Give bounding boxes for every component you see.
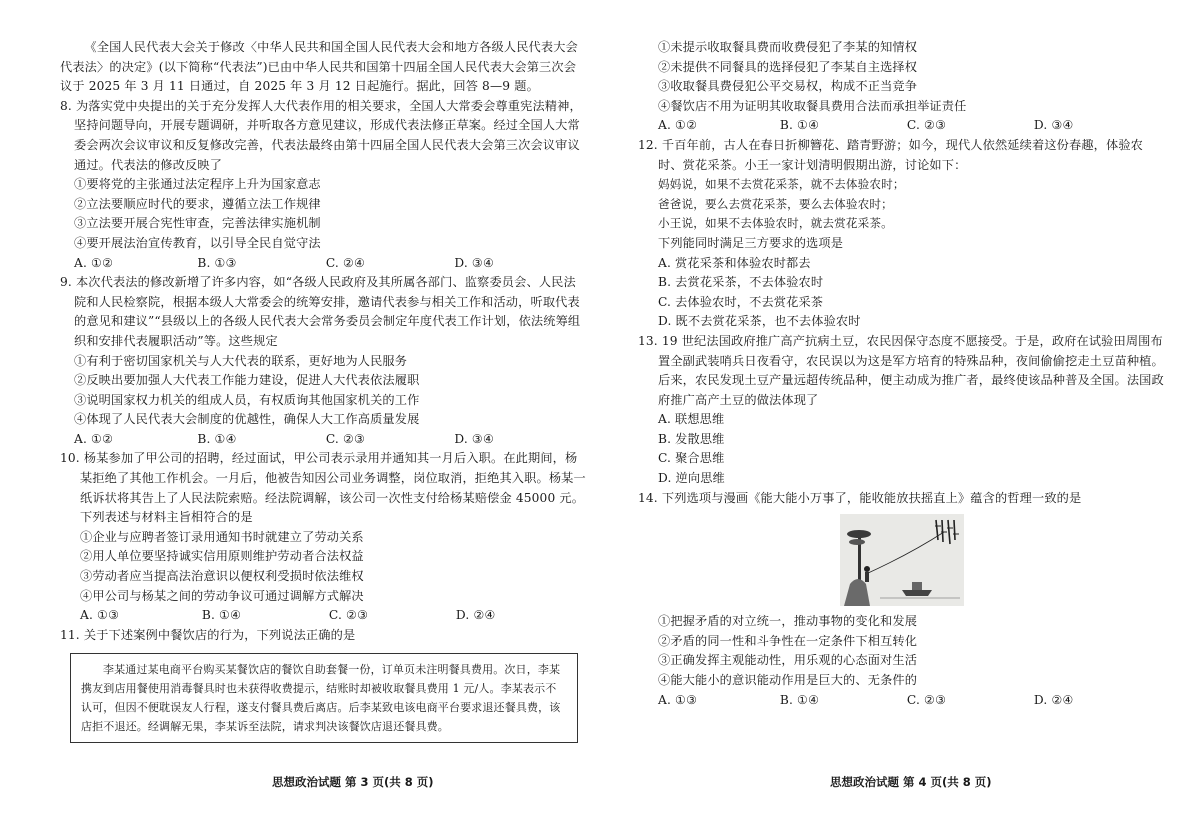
option-d: D. ③④ [454,255,495,270]
option-c: C. 去体验农时，不去赏花采茶 [658,294,824,309]
question-9-item: ③说明国家权力机关的组成人员，有权质询其他国家机关的工作 [74,392,420,407]
question-8-item: ②立法要顺应时代的要求，遵循立法工作规律 [74,196,321,211]
cartoon-image [840,514,964,606]
question-8-item: ①要将党的主张通过法定程序上升为国家意志 [74,177,321,192]
option-c: C. ②③ [328,608,369,623]
option-b: B. ①④ [779,692,820,707]
option-b: B. ①③ [197,255,237,270]
option-b: B. ①④ [201,608,242,623]
question-11-continued [638,38,1166,136]
option-a: A. ①③ [658,692,698,707]
option-d: D. ③④ [454,431,495,446]
dialog-line: 爸爸说，要么去赏花采茶，要么去体验农时； [658,196,893,211]
question-11-item: ③收取餐具费侵犯公平交易权，构成不正当竞争 [658,79,918,94]
option-d: D. 既不去赏花采茶，也不去体验农时 [658,314,861,329]
option-b: B. 去赏花采茶，不去体验农时 [658,275,824,290]
option-a: A. ①② [74,431,114,446]
option-d: D. ②④ [1033,692,1074,707]
question-8-stem: 8. 为落实党中央提出的关于充分发挥人大代表作用的相关要求，全国人大常委会尊重宪法精神，坚持问题导向，开展专题调研，并听取各方意见建议，形成代表法修正草案。经过全国人大常委会两次会议审议和反复修改完善，代表法最终由第十四届全国人民代表大会第三次会议审议通过。代表法的修改反映了 [60,98,582,172]
option-c: C. ②③ [906,692,947,707]
question-14 [638,489,1166,711]
question-11-stem: 11. 关于下述案例中餐饮店的行为，下列说法正确的是 [60,627,356,642]
cartoon-illustration [840,514,964,606]
question-11-item: ②未提供不同餐具的选择侵犯了李某自主选择权 [658,59,918,74]
question-14-item: ③正确发挥主观能动性，用乐观的心态面对生活 [658,653,918,668]
dialog-line: 小王说，如果不去体验农时，就去赏花采茶。 [658,216,893,231]
page-footer-left: 思想政治试题 第 3 页(共 8 页) [272,775,434,789]
question-10-item: ①企业与应聘者签订录用通知书时就建立了劳动关系 [80,529,364,544]
question-9-item: ①有利于密切国家机关与人大代表的联系，更好地为人民服务 [74,353,408,368]
option-a: A. ①③ [80,608,120,623]
question-8-options [60,254,588,274]
question-12-lead: 下列能同时满足三方要求的选项是 [658,235,844,250]
question-10-item: ③劳动者应当提高法治意识以便权利受损时依法维权 [80,569,364,584]
right-column [638,38,1166,710]
question-10-item: ④甲公司与杨某之间的劳动争议可通过调解方式解决 [80,588,364,603]
option-d: D. ③④ [1033,118,1074,133]
question-10-stem: 10. 杨某参加了甲公司的招聘，经过面试，甲公司表示录用并通知其一月后入职。在此期间，杨某拒绝了其他工作机会。一月后，他被告知因公司业务调整，岗位取消，拒绝其入职。杨某一纸诉状将其告上了人民法院索赔。经法院调解，该公司一次性支付给杨某赔偿金 45000 元。下列表述与材料主旨相符合的是 [60,451,586,525]
option-c: C. ②③ [906,118,947,133]
intro-paragraph: 《全国人民代表大会关于修改〈中华人民共和国全国人民代表大会和地方各级人民代表大会代表法〉的决定》(以下简称“代表法”)已由中华人民共和国第十四届全国人民代表大会第三次会议于 2025 年 3 月 11 日通过，自 2025 年 3 月 12 日起施行。据此，回答 8—9 题。 [60,40,578,94]
question-13 [638,332,1166,489]
question-11-options [638,116,1166,136]
question-9 [60,273,588,449]
option-d: D. 逆向思维 [658,471,725,486]
option-d: D. ②④ [455,608,496,623]
question-8 [60,97,588,273]
option-c: C. ②④ [325,255,366,270]
option-a: A. 赏花采茶和体验农时都去 [658,255,811,270]
question-9-item: ④体现了人民代表大会制度的优越性，确保人大工作高质量发展 [74,412,420,427]
question-8-item: ③立法要开展合宪性审查，完善法律实施机制 [74,216,321,231]
question-9-item: ②反映出要加强人大代表工作能力建设，促进人大代表依法履职 [74,373,420,388]
option-b: B. 发散思维 [658,431,725,446]
question-14-item: ②矛盾的同一性和斗争性在一定条件下相互转化 [658,633,918,648]
question-12 [638,136,1166,332]
left-column [60,38,588,743]
question-11-item: ①未提示收取餐具费而收费侵犯了李某的知情权 [658,40,918,54]
option-c: C. ②③ [325,431,366,446]
option-a: A. 联想思维 [658,412,725,427]
question-9-options [60,430,588,450]
case-box [70,653,578,743]
question-14-item: ①把握矛盾的对立统一，推动事物的变化和发展 [658,614,918,629]
page-footer-right: 思想政治试题 第 4 页(共 8 页) [830,775,992,789]
option-b: B. ①④ [197,431,237,446]
option-a: A. ①② [74,255,114,270]
question-10 [60,449,588,625]
question-14-stem: 14. 下列选项与漫画《能大能小万事了，能收能放扶摇直上》蕴含的哲理一致的是 [638,490,1082,505]
question-10-item: ②用人单位要坚持诚实信用原则维护劳动者合法权益 [80,549,364,564]
question-12-stem: 12. 千百年前，古人在春日折柳簪花、踏青野游；如今，现代人依然延续着这份春趣，体验农时、赏花采茶。小王一家计划清明假期出游，讨论如下： [638,137,1144,172]
question-13-stem: 13. 19 世纪法国政府推广高产抗病土豆，农民因保守态度不愿接受。于是，政府在试验田周围布置全副武装哨兵日夜看守，农民误以为这是军方培育的特殊品种，夜间偷偷挖走土豆苗种植。后来，农民发现土豆产量远超传统品种，便主动成为推广者，最终使该品种普及全国。法国政府推广高产土豆的做法体现了 [638,333,1164,407]
question-9-stem: 9. 本次代表法的修改新增了许多内容，如“各级人民政府及其所属各部门、监察委员会、人民法院和人民检察院，根据本级人大常委会的统筹安排，邀请代表参与相关工作和活动，听取代表的意见和建议”“县级以上的各级人民代表大会常务委员会制定年度代表工作计划，依法统筹组织和安排代表履职活动”等。这些规定 [60,275,581,348]
option-c: C. 聚合思维 [658,451,725,466]
dialog-line: 妈妈说，如果不去赏花采茶，就不去体验农时； [658,177,905,192]
question-8-item: ④要开展法治宣传教育，以引导全民自觉守法 [74,235,321,250]
question-10-options [60,606,588,626]
case-text: 李某通过某电商平台购买某餐饮店的餐饮自助套餐一份，订单页未注明餐具费用。次日，李某携友到店用餐使用消毒餐具时也未获得收费提示，结账时却被收取餐具费用 1 元/人。李某表示不认可，但因不便耽误友人行程，遂支付餐具费后离店。后李某致电该电商平台要求退还餐具费，该店拒不退还。经调解无果，李某诉至法院，请求判决该餐饮店退还餐具费。 [81,663,561,734]
option-a: A. ①② [658,118,698,133]
question-14-options [638,691,1166,711]
question-14-item: ④能大能小的意识能动作用是巨大的、无条件的 [658,673,918,688]
question-11 [60,626,588,744]
option-b: B. ①④ [779,118,820,133]
question-11-item: ④餐饮店不用为证明其收取餐具费用合法而承担举证责任 [658,98,967,113]
